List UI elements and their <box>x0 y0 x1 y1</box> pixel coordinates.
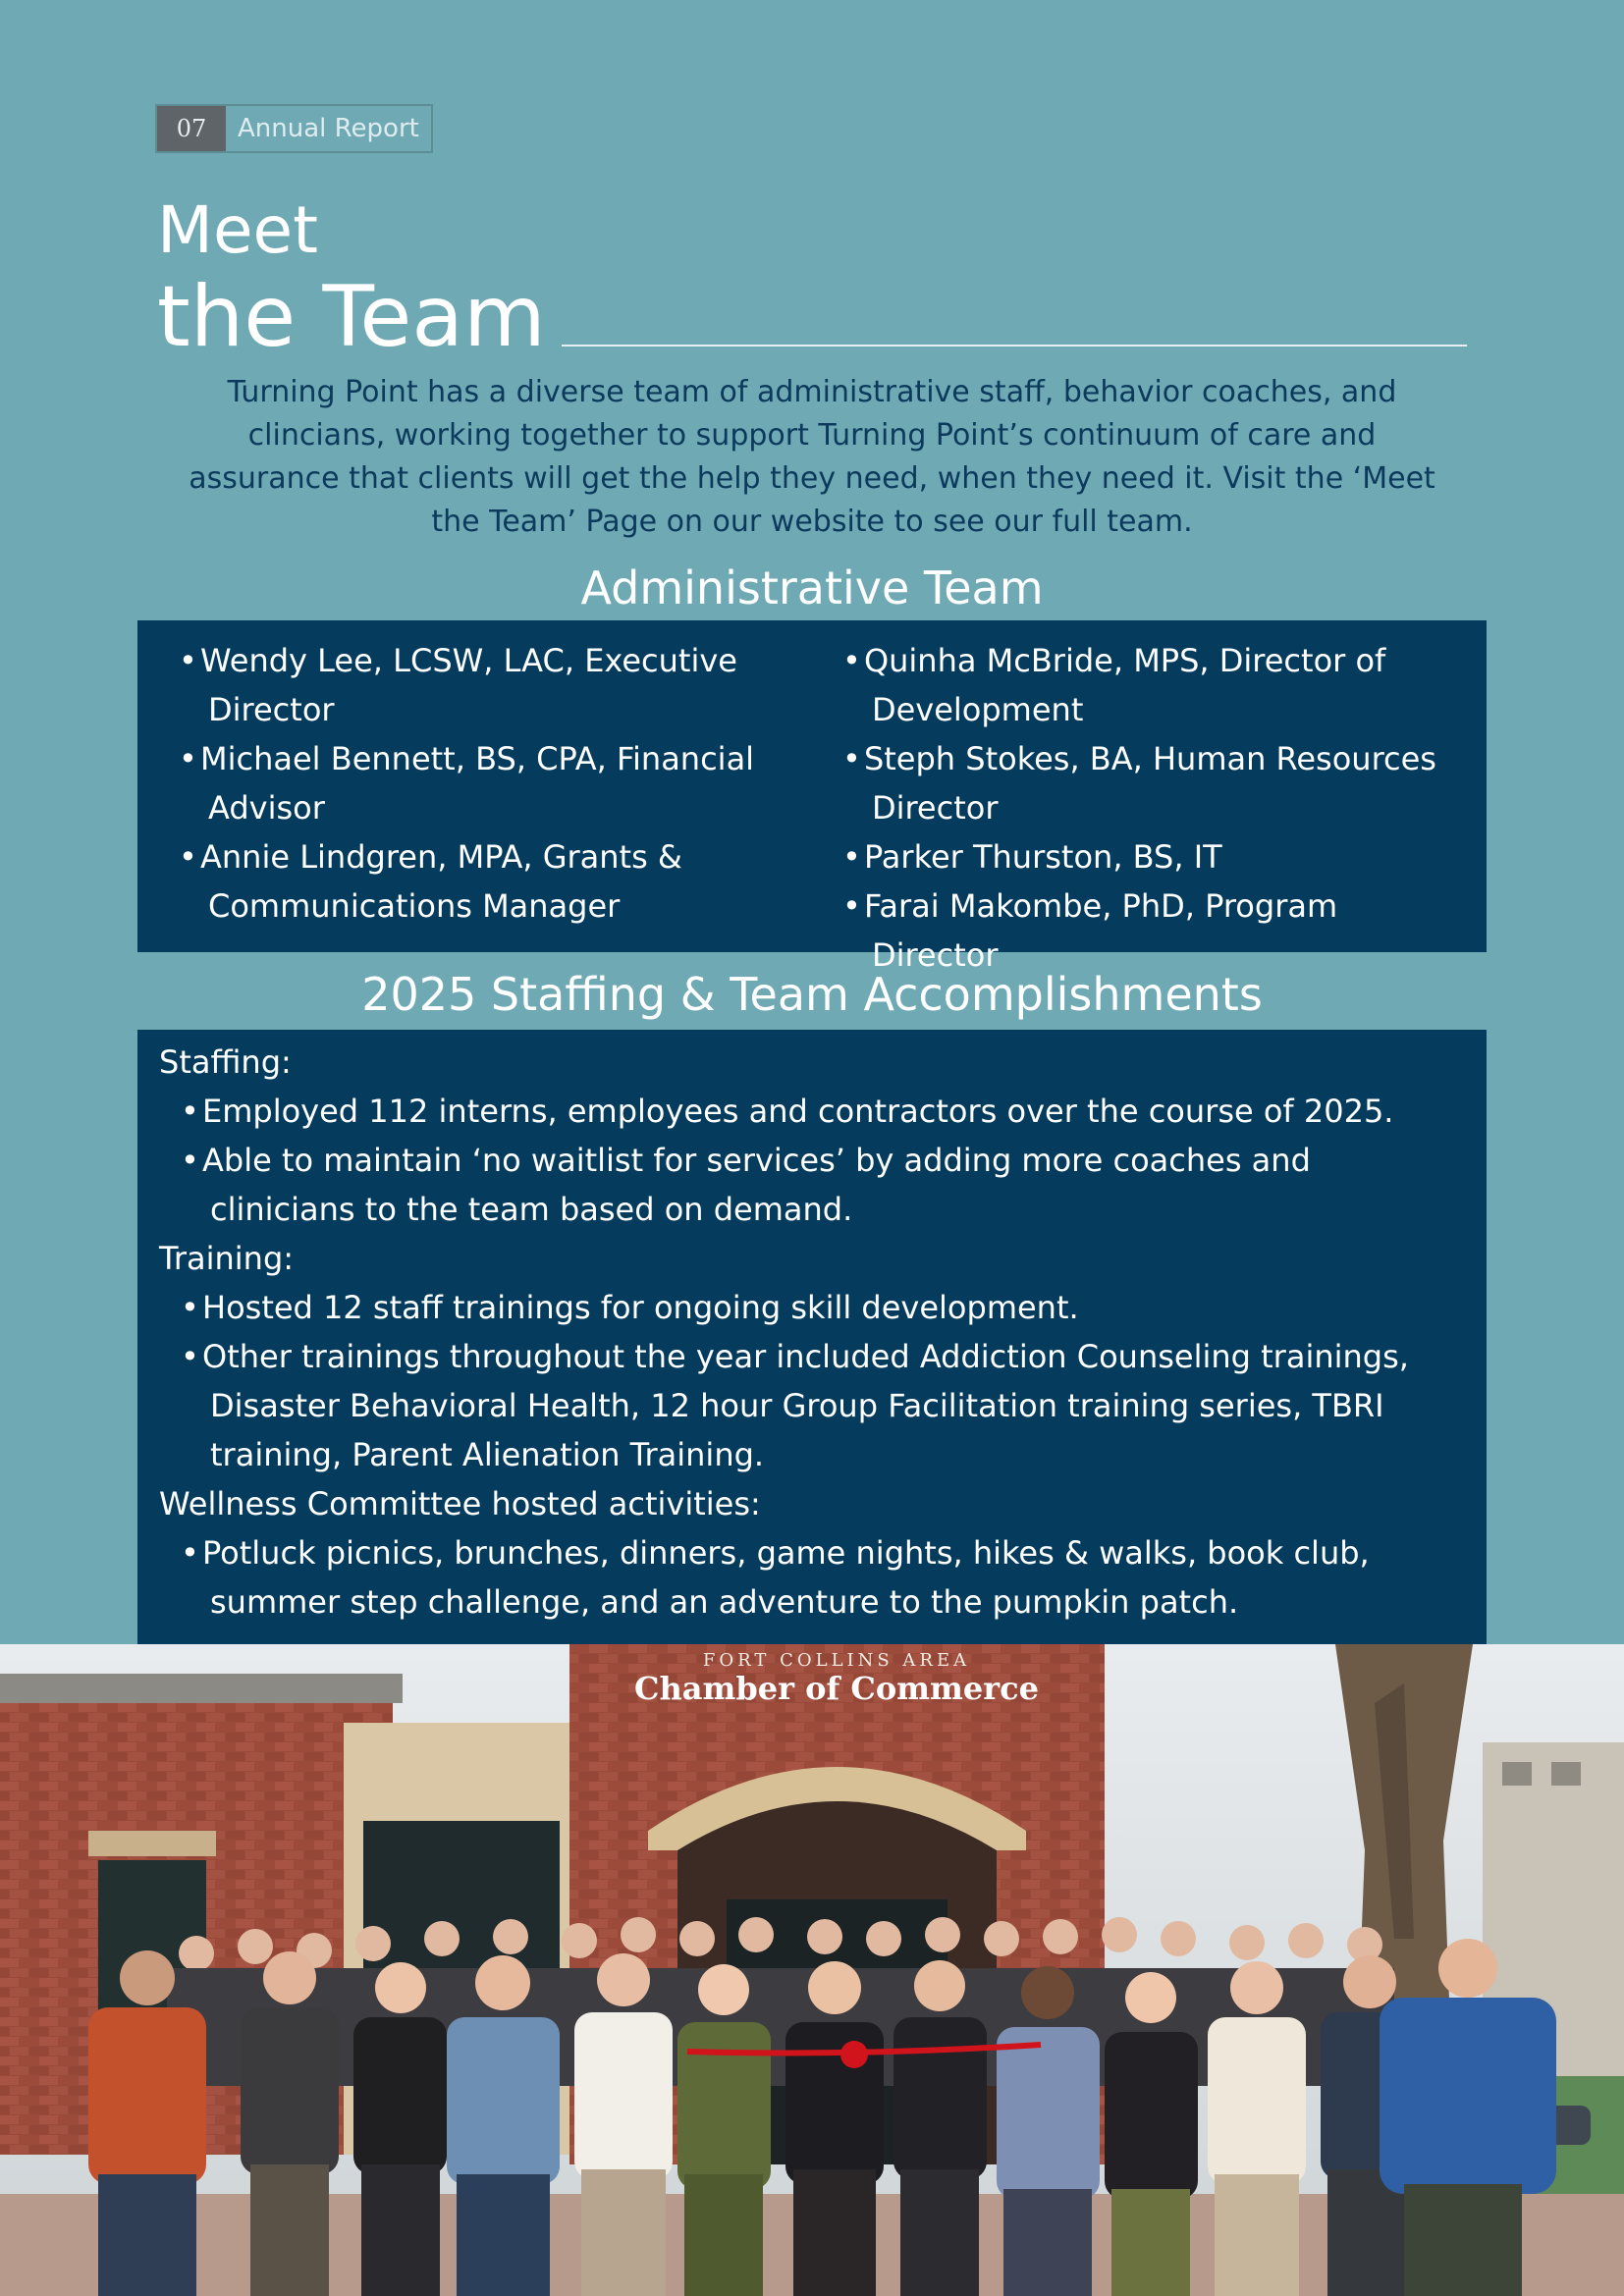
list-item: • Other trainings throughout the year included Addiction Counseling trainings, Disaster Behavioral Health, 12 hour Group Facilitation training series, TBRI training, Parent Alienation Training. <box>159 1332 1465 1479</box>
admin-list-left <box>157 636 821 931</box>
training-label: Training: <box>159 1240 295 1277</box>
list-item: • Able to maintain ‘no waitlist for services’ by adding more coaches and clinicians to the team based on demand. <box>159 1136 1465 1234</box>
page-tag <box>155 104 433 153</box>
staffing-list <box>159 1087 1465 1234</box>
admin-member: • Wendy Lee, LCSW, LAC, Executive Director <box>157 636 821 734</box>
training-list <box>159 1283 1465 1479</box>
list-item: • Employed 112 interns, employees and contractors over the course of 2025. <box>159 1087 1465 1136</box>
admin-member: • Michael Bennett, BS, CPA, Financial Advisor <box>157 734 821 832</box>
accomplishments-panel <box>137 1030 1487 1644</box>
wellness-label: Wellness Committee hosted activities: <box>159 1485 761 1522</box>
admin-panel <box>137 620 1487 974</box>
admin-member: • Annie Lindgren, MPA, Grants & Communications Manager <box>157 832 821 931</box>
title-divider <box>562 345 1467 347</box>
admin-list-right <box>821 636 1465 980</box>
admin-member: • Steph Stokes, BA, Human Resources Director <box>821 734 1465 832</box>
page-number: 07 <box>157 106 226 151</box>
admin-member: • Parker Thurston, BS, IT <box>821 832 1465 881</box>
staffing-label: Staffing: <box>159 1043 292 1081</box>
admin-column-right <box>821 636 1465 974</box>
section-label: Annual Report <box>238 114 419 143</box>
admin-member: • Quinha McBride, MPS, Director of Development <box>821 636 1465 734</box>
page-title-line2: the Team <box>157 268 546 366</box>
accomplishments-heading: 2025 Staffing & Team Accomplishments <box>361 968 1263 1021</box>
list-item: • Potluck picnics, brunches, dinners, game nights, hikes & walks, book club, summer step challenge, and an adventure to the pumpkin patch. <box>159 1528 1465 1627</box>
admin-member: • Farai Makombe, PhD, Program Director <box>821 881 1465 980</box>
intro-paragraph: Turning Point has a diverse team of administrative staff, behavior coaches, and clincians, working together to support Turning Point’s continuum of care and assurance that clients will get the help they need, when they need it. Visit the ‘Meet the Team’ Page on our website to see our full team. <box>189 375 1435 539</box>
sign-large: Chamber of Commerce <box>634 1670 1039 1707</box>
wellness-list <box>159 1528 1465 1627</box>
team-photo <box>0 1644 1624 2296</box>
admin-column-left <box>157 636 821 952</box>
sign-small: FORT COLLINS AREA <box>702 1650 971 1671</box>
page-title-line1: Meet <box>157 192 319 268</box>
admin-heading: Administrative Team <box>580 561 1044 614</box>
team-photo-illustration <box>0 1644 1624 2296</box>
list-item: • Hosted 12 staff trainings for ongoing skill development. <box>159 1283 1465 1332</box>
